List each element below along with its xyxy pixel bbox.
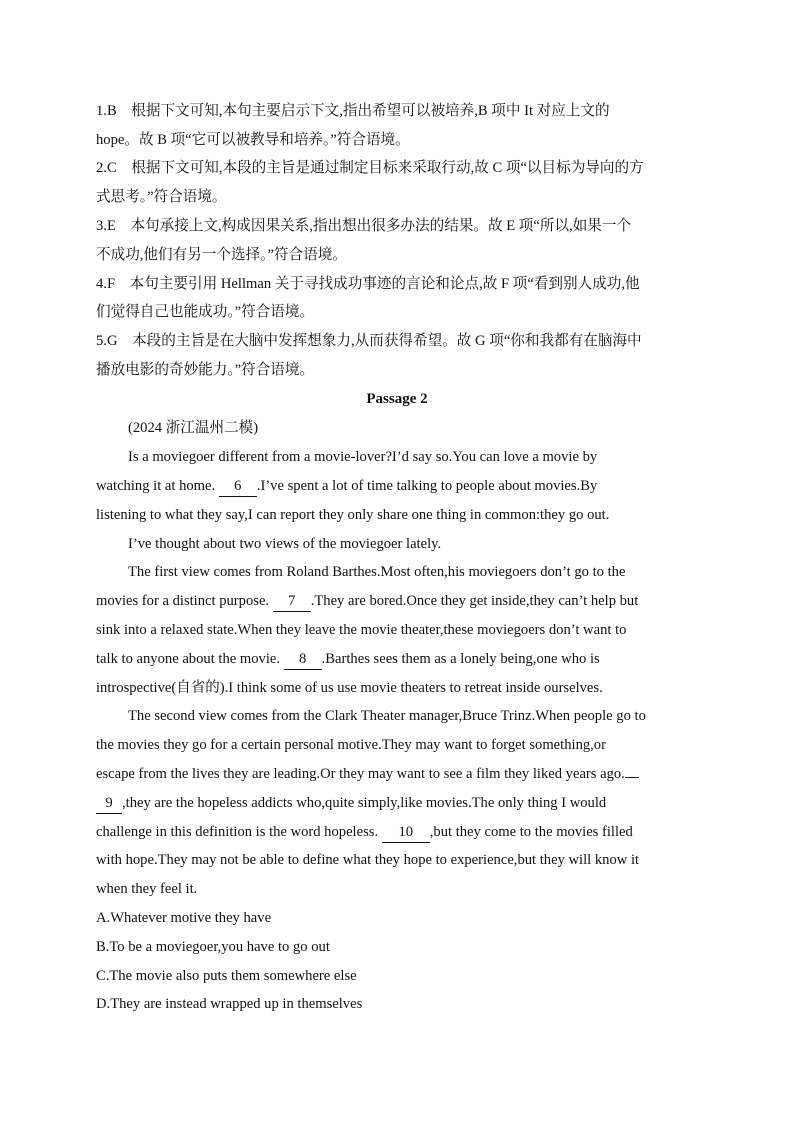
answer-2-line-1: 2.C 根据下文可知,本段的主旨是通过制定目标来采取行动,故 C 项“以目标为导向的方 [96, 160, 644, 176]
p1-line-2-post: .I’ve spent a lot of time talking to people about movies.By [256, 478, 598, 494]
p3-line-2-pre: movies for a distinct purpose. [96, 593, 273, 609]
p1-line-2 [96, 476, 700, 497]
p3-line-5-pre: introspective( [96, 680, 177, 696]
answer-4-line-1: 4.F 本句主要引用 Hellman 关于寻找成功事迹的言论和论点,故 F 项“看到别人成功,他 [96, 276, 640, 292]
p3-line-4-post: .Barthes sees them as a lonely being,one who is [321, 651, 600, 667]
p1-line-3: listening to what they say,I can report they only share one thing in common:they go out. [96, 507, 610, 523]
answer-5-line-1: 5.G 本段的主旨是在大脑中发挥想象力,从而获得希望。故 G 项“你和我都有在脑海中 [96, 333, 642, 349]
p3-line-4-pre: talk to anyone about the movie. [96, 651, 284, 667]
answer-3-line-2: 不成功,他们有另一个选择。”符合语境。 [96, 247, 347, 263]
p4-line-5-post: ,but they come to the movies filled [429, 824, 633, 840]
blank-7: 7 [273, 591, 311, 612]
p3-line-5-chinese: 自省的 [176, 680, 220, 696]
answer-3-line-1: 3.E 本句承接上文,构成因果关系,指出想出很多办法的结果。故 E 项“所以,如果一个 [96, 218, 632, 234]
passage-title: Passage 2 [366, 391, 428, 407]
p4-line-4 [96, 793, 700, 814]
blank-10: 10 [382, 822, 430, 843]
blank-6: 6 [219, 476, 257, 497]
p3-line-2 [96, 591, 700, 612]
p3-line-1: The first view comes from Roland Barthes.Most often,his moviegoers don’t go to the [128, 564, 626, 580]
answer-1-line-1: 1.B 根据下文可知,本句主要启示下文,指出希望可以被培养,B 项中 It 对应上文的 [96, 103, 610, 119]
p4-line-3 [96, 764, 700, 784]
p4-line-5-pre: challenge in this definition is the word hopeless. [96, 824, 382, 840]
blank-9-head [625, 777, 639, 778]
passage-source: (2024 浙江温州二模) [128, 420, 259, 436]
p3-line-5-post: ).I think some of us use movie theaters to retreat inside ourselves. [219, 680, 603, 696]
blank-8: 8 [284, 649, 322, 670]
p4-line-7: when they feel it. [96, 881, 198, 897]
option-c: C.The movie also puts them somewhere else [96, 968, 357, 984]
blank-9: 9 [96, 793, 122, 814]
answer-4-line-2: 们觉得自己也能成功。”符合语境。 [96, 304, 315, 320]
p3-line-4 [96, 649, 700, 670]
p3-line-3: sink into a relaxed state.When they leave the movie theater,these moviegoers don’t want to [96, 622, 627, 638]
option-a: A.Whatever motive they have [96, 910, 272, 926]
p4-line-5 [96, 822, 700, 843]
p4-line-6: with hope.They may not be able to define what they hope to experience,but they will know it [96, 852, 640, 868]
p4-line-1: The second view comes from the Clark Theater manager,Bruce Trinz.When people go to [128, 708, 646, 724]
p4-line-4-post: ,they are the hopeless addicts who,quite simply,like movies.The only thing I would [122, 795, 607, 811]
answer-5-line-2: 播放电影的奇妙能力。”符合语境。 [96, 362, 315, 378]
p1-line-2-pre: watching it at home. [96, 478, 219, 494]
answer-2-line-2: 式思考。”符合语境。 [96, 189, 227, 205]
p4-line-3-pre: escape from the lives they are leading.Or they may want to see a film they liked years ago. [96, 766, 625, 782]
p2-line-1: I’ve thought about two views of the moviegoer lately. [128, 536, 442, 552]
option-d: D.They are instead wrapped up in themselves [96, 996, 363, 1012]
p1-line-1: Is a moviegoer different from a movie-lover?I’d say so.You can love a movie by [128, 449, 598, 465]
p4-line-2: the movies they go for a certain personal motive.They may want to forget something,or [96, 737, 606, 753]
p3-line-2-post: .They are bored.Once they get inside,they can’t help but [310, 593, 639, 609]
p3-line-5 [96, 678, 700, 698]
answer-1-line-2: hope。故 B 项“它可以被教导和培养。”符合语境。 [96, 132, 410, 148]
option-b: B.To be a moviegoer,you have to go out [96, 939, 330, 955]
